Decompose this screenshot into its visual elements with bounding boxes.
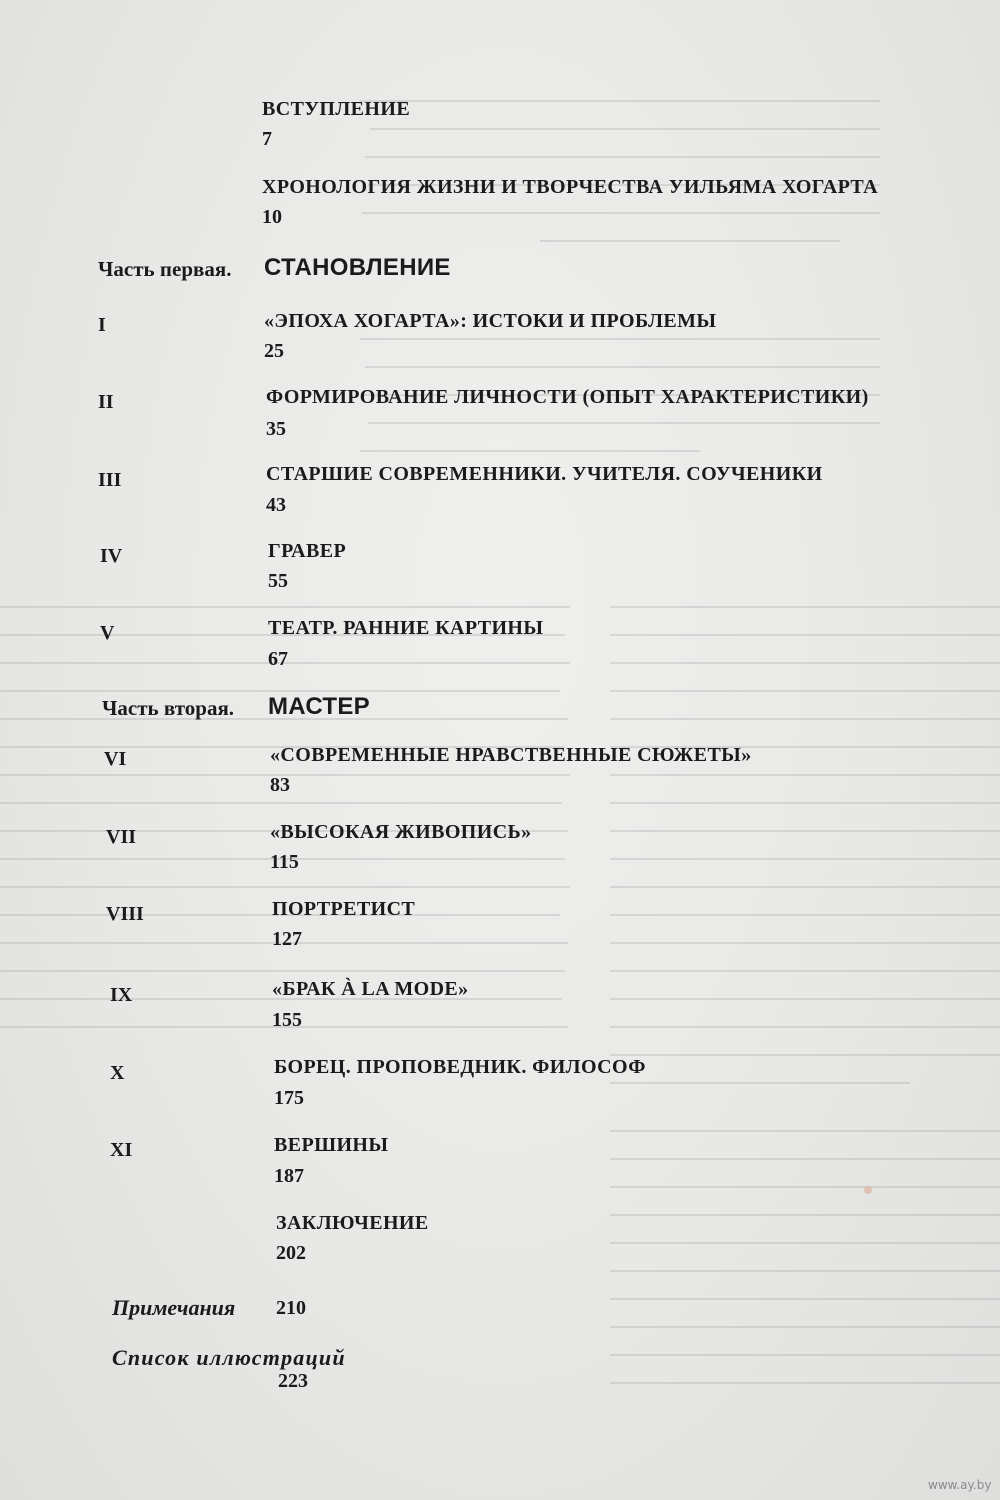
chapter-4-title: ГРАВЕР — [268, 540, 347, 562]
chapter-10-page: 175 — [274, 1087, 304, 1109]
chapter-7-numeral: VII — [106, 826, 137, 848]
chapter-2-title: ФОРМИРОВАНИЕ ЛИЧНОСТИ (ОПЫТ ХАРАКТЕРИСТИКИ) — [266, 386, 869, 408]
chapter-8-title: ПОРТРЕТИСТ — [272, 898, 416, 920]
chapter-2-page: 35 — [266, 418, 286, 440]
chapter-4-numeral: IV — [100, 545, 123, 567]
toc-conclusion-page: 202 — [276, 1242, 306, 1264]
chapter-7-page: 115 — [270, 851, 299, 873]
chapter-9-page: 155 — [272, 1009, 302, 1031]
toc-conclusion-title: ЗАКЛЮЧЕНИЕ — [276, 1212, 429, 1234]
toc-notes-page: 210 — [276, 1297, 306, 1319]
part-two-title: МАСТЕР — [268, 693, 370, 720]
chapter-4-page: 55 — [268, 570, 288, 592]
chapter-10-numeral: X — [110, 1062, 125, 1084]
chapter-5-page: 67 — [268, 648, 288, 670]
chapter-9-numeral: IX — [110, 984, 133, 1006]
chapter-3-page: 43 — [266, 494, 286, 516]
part-one-label: Часть первая. — [98, 257, 232, 281]
chapter-8-numeral: VIII — [106, 903, 144, 925]
chapter-3-title: СТАРШИЕ СОВРЕМЕННИКИ. УЧИТЕЛЯ. СОУЧЕНИКИ — [266, 463, 823, 485]
chapter-3-numeral: III — [98, 469, 122, 491]
chapter-1-page: 25 — [264, 340, 284, 362]
part-one-title: СТАНОВЛЕНИЕ — [264, 254, 451, 281]
toc-illustrations-title: Список иллюстраций — [112, 1345, 346, 1370]
chapter-1-title: «ЭПОХА ХОГАРТА»: ИСТОКИ И ПРОБЛЕМЫ — [264, 310, 717, 332]
chapter-5-numeral: V — [100, 622, 115, 644]
chapter-7-title: «ВЫСОКАЯ ЖИВОПИСЬ» — [270, 821, 532, 843]
toc-notes-title: Примечания — [112, 1295, 236, 1320]
chapter-11-page: 187 — [274, 1165, 304, 1187]
chapter-10-title: БОРЕЦ. ПРОПОВЕДНИК. ФИЛОСОФ — [274, 1056, 646, 1078]
part-two-label: Часть вторая. — [102, 696, 235, 720]
chapter-6-title: «СОВРЕМЕННЫЕ НРАВСТВЕННЫЕ СЮЖЕТЫ» — [270, 744, 752, 766]
site-watermark: www.ay.by — [928, 1478, 992, 1492]
chapter-6-page: 83 — [270, 774, 290, 796]
toc-chronology-title: ХРОНОЛОГИЯ ЖИЗНИ И ТВОРЧЕСТВА УИЛЬЯМА ХОГАРТА — [262, 176, 879, 198]
chapter-6-numeral: VI — [104, 748, 127, 770]
chapter-8-page: 127 — [272, 928, 302, 950]
chapter-1-numeral: I — [98, 314, 106, 336]
chapter-5-title: ТЕАТР. РАННИЕ КАРТИНЫ — [268, 617, 544, 639]
chapter-2-numeral: II — [98, 391, 114, 413]
paper-stain — [864, 1186, 872, 1194]
toc-intro-title: ВСТУПЛЕНИЕ — [262, 98, 411, 120]
toc-intro-page: 7 — [262, 128, 272, 150]
chapter-11-numeral: XI — [110, 1139, 133, 1161]
chapter-9-title: «БРАК À LA MODE» — [272, 978, 469, 1000]
toc-illustrations-page: 223 — [278, 1370, 308, 1392]
chapter-11-title: ВЕРШИНЫ — [274, 1134, 389, 1156]
toc-chronology-page: 10 — [262, 206, 282, 228]
